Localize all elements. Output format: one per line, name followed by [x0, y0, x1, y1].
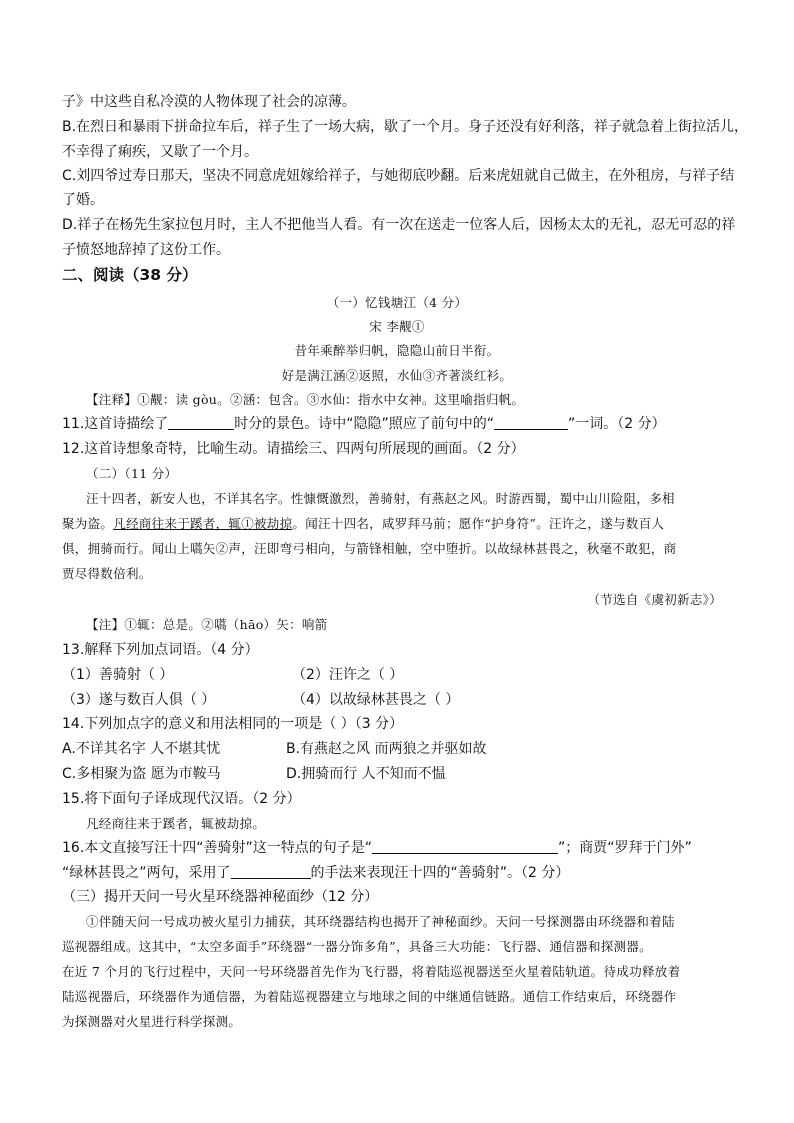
- prose-text: 聚为盗。: [62, 516, 114, 531]
- option-b: B.在烈日和暴雨下拼命拉车后，祥子生了一场大病，歇了一个月。身子还没有好利落，祥子就急着上街拉活儿，: [62, 119, 749, 135]
- poem-author: 宋 李觏①: [369, 319, 425, 334]
- option-b-cont: 不幸得了痢疾，又歇了一个月。: [62, 144, 258, 160]
- question-13-title: 13.解释下列加点词语。（4 分）: [62, 642, 259, 658]
- q13-item-1: （1）善骑射（ ）: [62, 667, 174, 683]
- option-c-cont: 了婚。: [62, 192, 104, 208]
- prose-line-2: [62, 514, 664, 534]
- science-line-2: 巡视器组成。这其中，“太空多面手”环绕器“一器分饰多角”，具备三大功能：飞行器、通信器和探测器。: [62, 939, 652, 954]
- question-11: [62, 414, 666, 434]
- q13-item-3: （3）遂与数百人俱（ ）: [62, 692, 216, 708]
- poem-line-2: 好是满江涵②返照，水仙③齐著淡红衫。: [281, 368, 513, 383]
- answer-blank[interactable]: [372, 839, 558, 854]
- q11-part-b: 时分的景色。诗中“隐隐”照应了前句中的“: [234, 416, 495, 432]
- science-title: （三）揭开天问一号火星环绕器神秘面纱（12 分）: [62, 889, 379, 905]
- q16-part-d: 的手法来表现汪十四的“善骑射”。（2 分）: [310, 865, 570, 881]
- question-12: 12.这首诗想象奇特，比喻生动。请描绘三、四两句所展现的画面。（2 分）: [62, 441, 525, 457]
- q16-part-c: “绿林甚畏之”两句，采用了: [62, 865, 231, 881]
- q16-part-b: ”；商贾“罗拜于门外”: [558, 840, 692, 856]
- science-line-3: 在近 7 个月的飞行过程中，天问一号环绕器首先作为飞行器，将着陆巡视器送至火星着陆轨道。待成功释放着: [62, 964, 681, 979]
- section-heading-reading: 二、阅读（38 分）: [62, 266, 198, 284]
- question-15-title: 15.将下面句子译成现代汉语。（2 分）: [62, 791, 301, 807]
- question-16-cont: [62, 863, 569, 883]
- q14-option-a: A.不详其名字 人不堪其忧: [62, 741, 221, 757]
- option-d-cont: 子愤怒地辞掉了这份工作。: [62, 242, 230, 258]
- prose-line-1: 汪十四者，新安人也，不详其名字。性慷慨激烈，善骑射，有燕赵之风。时游西蜀，蜀中山川险阻，多相: [86, 491, 675, 506]
- q13-item-2: （2）汪许之（ ）: [292, 667, 404, 683]
- prose-source: （节选自《虞初新志》）: [587, 592, 722, 607]
- underlined-sentence: 凡经商往来于蹊者，辄①被劫掠: [113, 516, 293, 531]
- science-line-5: 为探测器对火星进行科学探测。: [62, 1014, 242, 1029]
- question-14-title: 14.下列加点字的意义和用法相同的一项是（ ）（3 分）: [62, 716, 404, 732]
- q14-option-c: C.多相聚为盗 愿为市鞍马: [62, 766, 221, 782]
- science-line-4: 陆巡视器后，环绕器作为通信器，为着陆巡视器建立与地球之间的中继通信链路。通信工作结束后，环绕器作: [62, 989, 677, 1004]
- option-b-tail: 子》中这些自私冷漠的人物体现了社会的凉薄。: [62, 94, 356, 110]
- q13-item-4: （4）以故绿林甚畏之（ ）: [292, 692, 460, 708]
- option-d: D.祥子在杨先生家拉包月时，主人不把他当人看。有一次在送走一位客人后，因杨太太的无礼，忍无可忍的祥: [62, 217, 736, 233]
- option-c: C.刘四爷过寿日那天，坚决不同意虎妞嫁给祥子，与她彻底吵翻。后来虎妞就自己做主，在外租房，与祥子结: [62, 168, 735, 184]
- science-line-1: ①伴随天问一号成功被火星引力捕获，其环绕器结构也揭开了神秘面纱。天问一号探测器由环绕器和着陆: [86, 914, 675, 929]
- answer-blank[interactable]: [231, 864, 311, 879]
- prose-title: （二）（11 分）: [86, 466, 178, 481]
- q15-sentence: 凡经商往来于蹊者，辄被劫掠。: [86, 816, 266, 831]
- q11-part-c: ”一词。（2 分）: [568, 416, 666, 432]
- prose-line-4: 贾尽得数倍利。: [62, 566, 152, 581]
- prose-text: 。闻汪十四名，咸罗拜马前；愿作“护身符”。汪许之，遂与数百人: [292, 516, 665, 531]
- prose-note: 【注】①辄：总是。②嚆（hāo）矢：响箭: [86, 617, 328, 632]
- answer-blank[interactable]: [494, 415, 568, 430]
- answer-blank[interactable]: [168, 415, 234, 430]
- poem-title: （一）忆钱塘江（4 分）: [326, 295, 468, 310]
- q16-part-a: 16.本文直接写汪十四“善骑射”这一特点的句子是“: [62, 840, 373, 856]
- poem-line-1: 昔年乘醉举归帆，隐隐山前日半衔。: [294, 343, 500, 358]
- poem-note: 【注释】①觏：读 gòu。②涵：包含。③水仙：指水中女神。这里喻指归帆。: [86, 392, 525, 407]
- prose-line-3: 俱，拥骑而行。闻山上嚆矢②声，汪即弯弓相向，与箭锋相触，空中堕折。以故绿林甚畏之，秋毫不敢犯，商: [62, 541, 677, 556]
- q14-option-b: B.有燕赵之风 而两狼之并驱如故: [286, 741, 487, 757]
- q14-option-d: D.拥骑而行 人不知而不愠: [286, 766, 446, 782]
- question-16: [62, 838, 692, 858]
- q11-part-a: 11.这首诗描绘了: [62, 416, 169, 432]
